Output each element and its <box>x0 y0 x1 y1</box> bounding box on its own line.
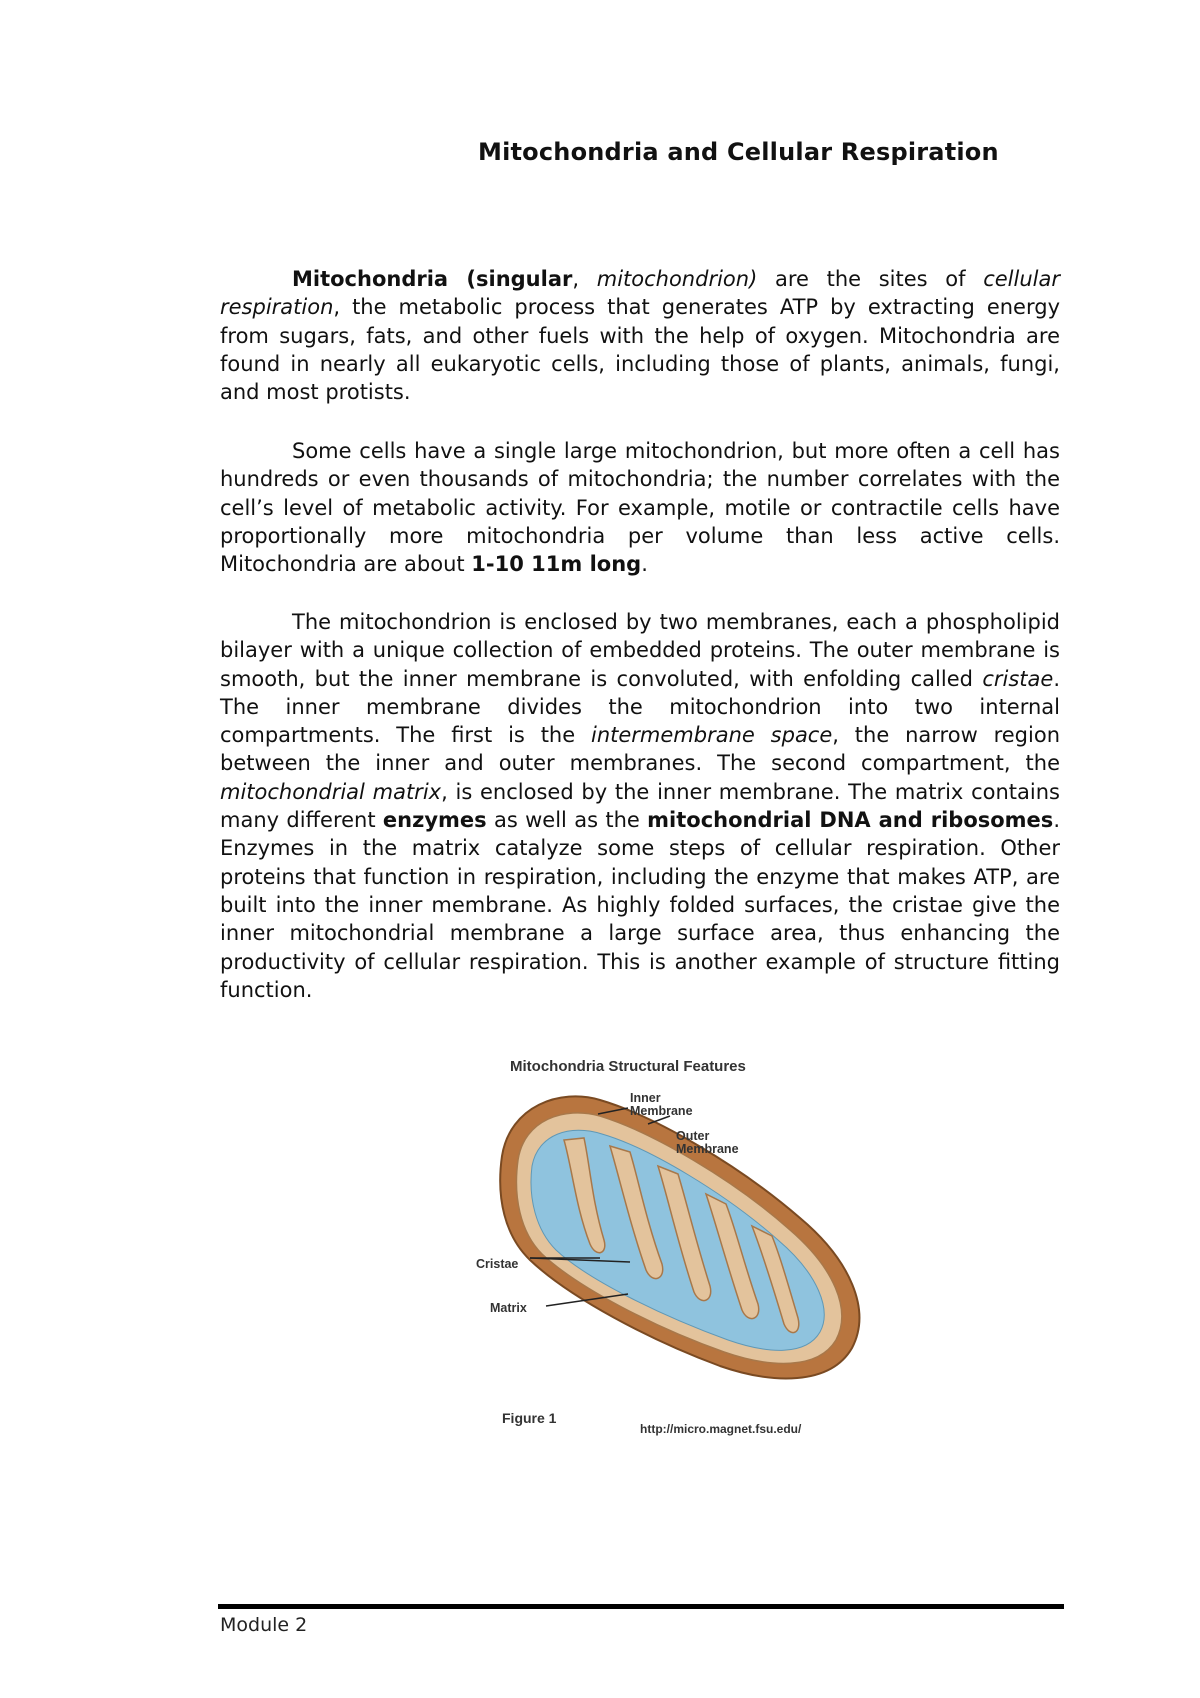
term-enzymes: enzymes <box>382 808 487 833</box>
term-cellular-respiration: cellular respiration <box>220 267 1060 320</box>
term-size: 1-10 11m long <box>471 552 642 577</box>
text-segment: . <box>641 552 648 577</box>
text-segment: . Enzymes in the matrix catalyze some steps of cellular respiration. Other proteins that function in respiration, including the enzyme that makes ATP, are built into the inner membrane. As highly folded surfaces, the cristae give the inner mitochondrial membrane a large surface area, thus enhancing the productivity of cellular respiration. This is another example of structure fitting function. <box>220 808 1060 1002</box>
text-segment: The mitochondrion is enclosed by two membranes, each a phospholipid bilayer with a unique collection of embedded proteins. The outer membrane is smooth, but the inner membrane is convoluted, with enfolding called <box>220 610 1060 691</box>
figure-caption: Figure 1 <box>502 1410 557 1426</box>
term-mitochondrion: mitochondrion) <box>596 267 758 291</box>
paragraph-1 <box>220 265 1060 406</box>
label-matrix: Matrix <box>490 1301 527 1315</box>
text-segment: , is enclosed by the inner membrane. The matrix contains many different <box>220 779 1060 833</box>
footer-module-label: Module 2 <box>220 1614 308 1636</box>
paragraph-2 <box>220 437 1060 578</box>
term-mitochondrial-matrix: mitochondrial matrix <box>220 779 442 804</box>
label-line: Membrane <box>676 1142 739 1156</box>
term-mitochondria: Mitochondria (singular <box>292 267 573 291</box>
term-intermembrane-space: intermembrane space <box>591 723 833 748</box>
figure-title: Mitochondria Structural Features <box>510 1058 746 1075</box>
mitochondria-figure <box>476 1048 880 1448</box>
label-inner-membrane <box>630 1092 693 1118</box>
text-segment: , the narrow region between the inner and outer membranes. The second compartment, the <box>220 723 1060 776</box>
label-outer-membrane <box>676 1130 739 1156</box>
text-segment: , the metabolic process that generates ATP by extracting energy from sugars, fats, and other fuels with the help of oxygen. Mitochondria are found in nearly all eukaryotic cells, including those of plants, animals, fungi, and most protists. <box>220 295 1060 405</box>
text-segment: as well as the <box>486 808 648 833</box>
text-segment: , <box>572 267 597 291</box>
figure-source: http://micro.magnet.fsu.edu/ <box>640 1422 802 1436</box>
paragraph-3 <box>220 608 1060 1004</box>
term-mitochondrial-dna: mitochondrial DNA and ribosomes <box>647 808 1054 833</box>
label-cristae: Cristae <box>476 1257 519 1271</box>
label-line: Outer <box>676 1129 710 1143</box>
page-title: Mitochondria and Cellular Respiration <box>478 138 999 166</box>
term-cristae: cristae <box>982 666 1054 691</box>
text-segment: are the sites of <box>757 267 984 291</box>
label-line: Membrane <box>630 1104 693 1118</box>
text-segment: . The inner membrane divides the mitochondrion into two internal compartments. The first is the <box>220 666 1060 748</box>
label-line: Inner <box>630 1091 661 1105</box>
text-segment: Some cells have a single large mitochondrion, but more often a cell has hundreds or even thousands of mitochondria; the number correlates with the cell’s level of metabolic activity. For example, motile or contractile cells have proportionally more mitochondria per volume than less active cells. Mitochondria are about <box>220 439 1060 577</box>
footer-rule <box>218 1604 1064 1609</box>
